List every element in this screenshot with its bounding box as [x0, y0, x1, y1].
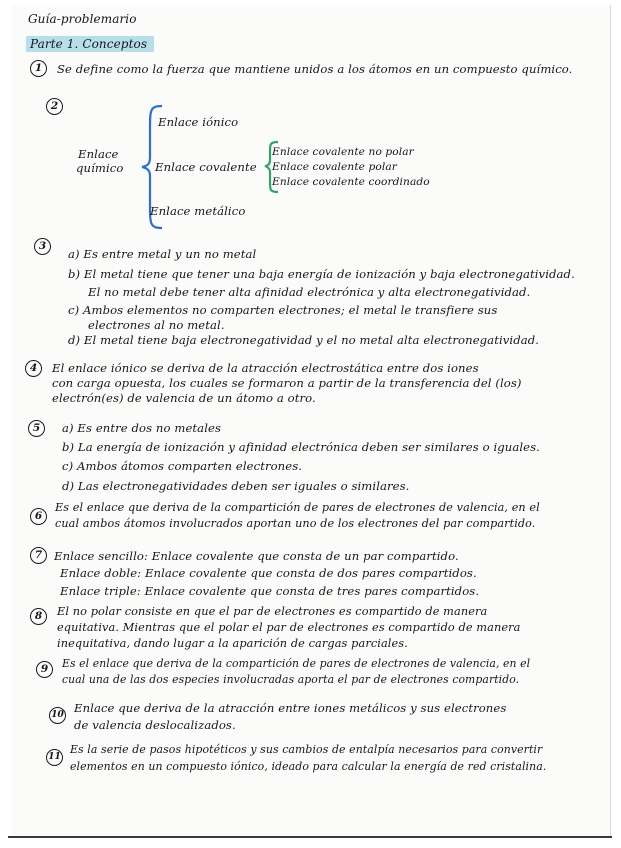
question-number-9: 9: [36, 661, 53, 678]
answer-8-line: equitativa. Mientras que el polar el par de electrones es compartido de manera: [57, 621, 521, 634]
answer-9-line: cual una de las dos especies involucradas aporta el par de electrones compartido.: [62, 673, 520, 686]
answer-4-line: electrón(es) de valencia de un átomo a otro.: [52, 391, 316, 405]
page-title: Guía-problemario: [28, 12, 137, 26]
branch-covalent: Enlace covalente: [155, 160, 257, 174]
answer-4-line: con carga opuesta, los cuales se formaron a partir de la transferencia del (los): [52, 376, 522, 390]
answer-5-line: b) La energía de ionización y afinidad electrónica deben ser similares o iguales.: [62, 440, 540, 454]
answer-6-line: cual ambos átomos involucrados aportan uno de los electrones del par compartido.: [55, 517, 536, 530]
question-number-5: 5: [28, 420, 45, 437]
answer-7-line: Enlace sencillo: Enlace covalente que consta de un par compartido.: [54, 549, 459, 563]
question-number-1: 1: [30, 60, 47, 77]
question-number-4: 4: [25, 360, 42, 377]
answer-10-line: Enlace que deriva de la atracción entre iones metálicos y sus electrones: [74, 701, 507, 715]
answer-3-line: El no metal debe tener alta afinidad electrónica y alta electronegatividad.: [88, 285, 531, 299]
page-bottom-edge: [8, 836, 612, 838]
answer-5-line: a) Es entre dos no metales: [62, 421, 222, 435]
question-number-3: 3: [34, 238, 51, 255]
question-number-2: 2: [46, 98, 63, 115]
covalent-nonpolar: Enlace covalente no polar: [272, 146, 414, 158]
answer-8-line: El no polar consiste en que el par de electrones es compartido de manera: [57, 605, 488, 618]
answer-4-line: El enlace iónico se deriva de la atracción electrostática entre dos iones: [52, 361, 479, 375]
covalent-coordinate: Enlace covalente coordinado: [272, 176, 430, 188]
diagram-root-line1: Enlace: [78, 147, 119, 161]
answer-7-line: Enlace triple: Enlace covalente que consta de tres pares compartidos.: [60, 584, 480, 598]
answer-3-line: b) El metal tiene que tener una baja energía de ionización y baja electronegatividad.: [68, 267, 575, 281]
answer-1: Se define como la fuerza que mantiene unidos a los átomos en un compuesto químico.: [57, 62, 573, 76]
question-number-8: 8: [30, 608, 47, 625]
answer-11-line: elementos en un compuesto iónico, ideado para calcular la energía de red cristalina.: [70, 760, 547, 773]
answer-10-line: de valencia deslocalizados.: [74, 718, 236, 732]
question-number-6: 6: [30, 508, 47, 525]
answer-7-line: Enlace doble: Enlace covalente que consta de dos pares compartidos.: [60, 566, 477, 580]
question-number-10: 10: [49, 707, 66, 724]
answer-3-line: c) Ambos elementos no comparten electrones; el metal le transfiere sus: [68, 303, 498, 317]
answer-6-line: Es el enlace que deriva de la compartición de pares de electrones de valencia, en el: [55, 501, 540, 514]
answer-11-line: Es la serie de pasos hipotéticos y sus cambios de entalpía necesarios para convertir: [70, 743, 543, 756]
branch-metallic: Enlace metálico: [150, 204, 246, 218]
answer-8-line: inequitativa, dando lugar a la aparición de cargas parciales.: [57, 637, 408, 650]
answer-3-line: electrones al no metal.: [88, 318, 225, 332]
answer-3-line: d) El metal tiene baja electronegatividad y el no metal alta electronegatividad.: [68, 333, 540, 347]
section-heading: Parte 1. Conceptos: [30, 37, 148, 51]
covalent-polar: Enlace covalente polar: [272, 161, 397, 173]
answer-9-line: Es el enlace que deriva de la compartición de pares de electrones de valencia, en el: [62, 657, 531, 670]
question-number-7: 7: [30, 547, 47, 564]
answer-3-line: a) Es entre metal y un no metal: [68, 247, 257, 261]
question-number-11: 11: [46, 749, 63, 766]
answer-5-line: d) Las electronegatividades deben ser iguales o similares.: [62, 479, 410, 493]
branch-ionic: Enlace iónico: [158, 115, 239, 129]
diagram-root-line2: químico: [76, 161, 124, 175]
answer-5-line: c) Ambos átomos comparten electrones.: [62, 459, 303, 473]
